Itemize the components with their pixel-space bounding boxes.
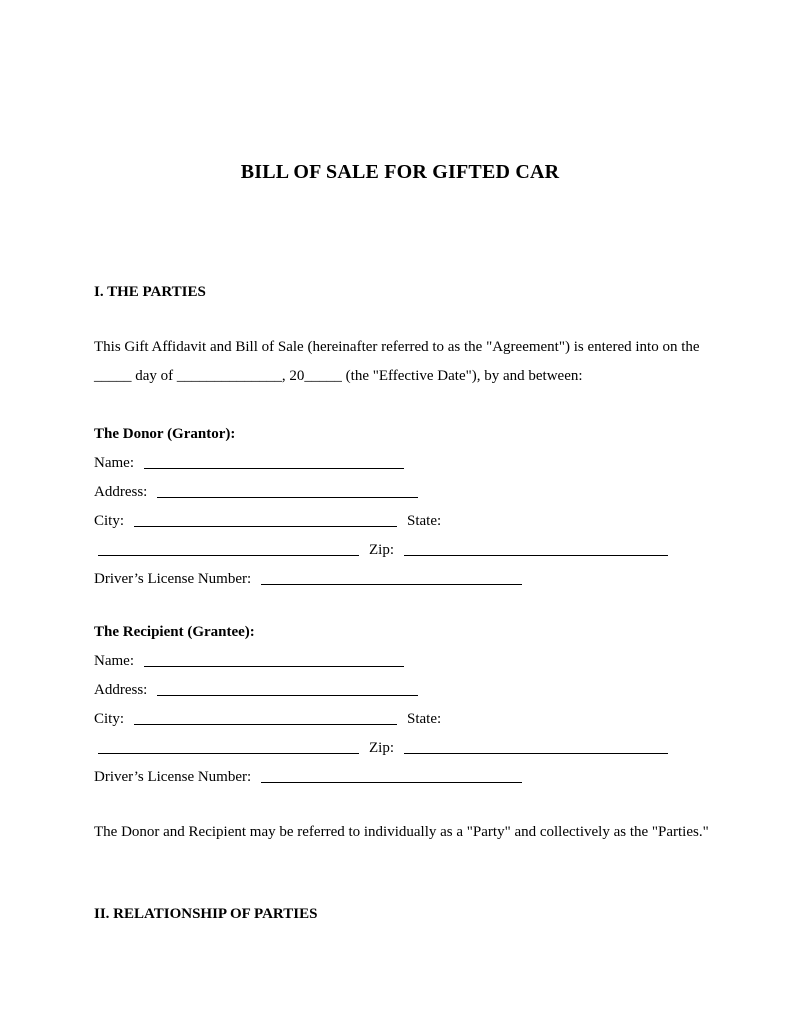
- license-blank-line: [261, 769, 522, 783]
- zip-blank-line: [404, 542, 668, 556]
- city-label: City:: [94, 711, 125, 727]
- name-blank-line: [144, 653, 404, 667]
- donor-name-row: [94, 449, 716, 478]
- zip-label: Zip:: [369, 542, 394, 558]
- recipient-heading: The Recipient (Grantee):: [94, 624, 255, 640]
- donor-heading: The Donor (Grantor):: [94, 426, 236, 442]
- document-title: BILL OF SALE FOR GIFTED CAR: [240, 161, 560, 183]
- donor-city-state-row: [94, 507, 716, 536]
- section-parties-heading: I. THE PARTIES: [94, 284, 206, 300]
- donor-state-zip-row: [94, 536, 716, 565]
- license-label: Driver’s License Number:: [94, 571, 252, 587]
- name-blank-line: [144, 455, 404, 469]
- state-blank-line: [98, 542, 359, 556]
- address-label: Address:: [94, 484, 148, 500]
- city-label: City:: [94, 513, 125, 529]
- zip-blank-line: [404, 740, 668, 754]
- recipient-city-state-row: [94, 705, 716, 734]
- state-blank-line: [98, 740, 359, 754]
- zip-label: Zip:: [369, 740, 394, 756]
- recipient-block: [94, 618, 716, 792]
- donor-address-row: [94, 478, 716, 507]
- recipient-state-zip-row: [94, 734, 716, 763]
- license-blank-line: [261, 571, 522, 585]
- donor-license-row: [94, 565, 716, 594]
- state-label: State:: [407, 711, 442, 727]
- donor-block: [94, 420, 716, 594]
- address-blank-line: [157, 682, 418, 696]
- recipient-address-row: [94, 676, 716, 705]
- name-label: Name:: [94, 653, 134, 669]
- name-label: Name:: [94, 455, 134, 471]
- address-blank-line: [157, 484, 418, 498]
- recipient-license-row: [94, 763, 716, 792]
- city-blank-line: [134, 513, 397, 527]
- state-label: State:: [407, 513, 442, 529]
- license-label: Driver’s License Number:: [94, 769, 252, 785]
- address-label: Address:: [94, 682, 148, 698]
- city-blank-line: [134, 711, 397, 725]
- section-relationship-heading: II. RELATIONSHIP OF PARTIES: [94, 906, 318, 922]
- parties-intro-paragraph: This Gift Affidavit and Bill of Sale (hereinafter referred to as the "Agreement") is entered into on the _____ day of ______________, 20_____ (the "Effective Date"), by and between:: [94, 339, 700, 384]
- recipient-name-row: [94, 647, 716, 676]
- closing-paragraph: The Donor and Recipient may be referred to individually as a "Party" and collectively as the "Parties.": [94, 824, 709, 840]
